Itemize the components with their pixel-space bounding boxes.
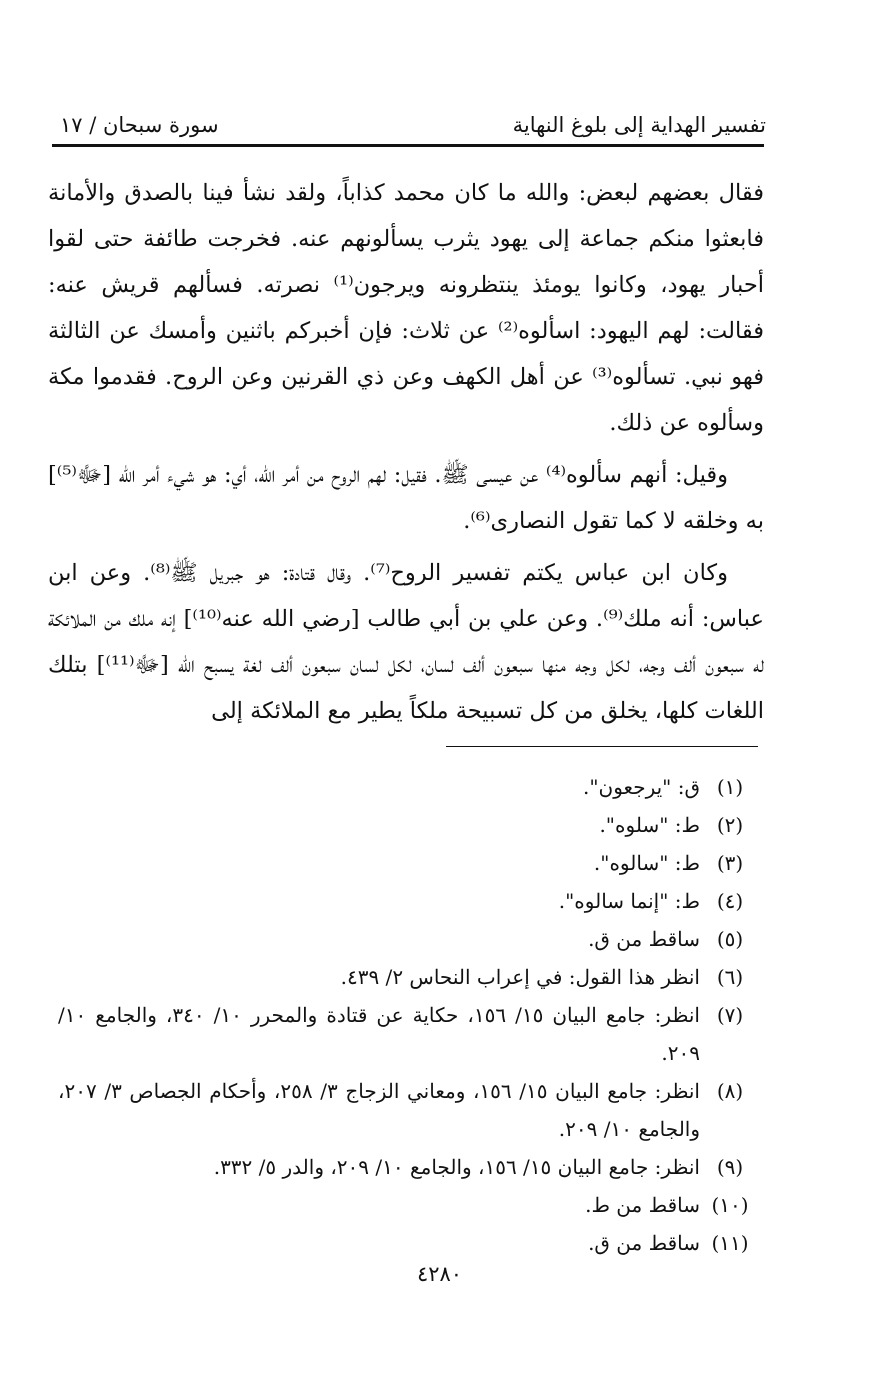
surah-page-label: سورة سبحان / ١٧ bbox=[60, 113, 219, 137]
footnote-9 bbox=[58, 1148, 760, 1186]
footnote-2 bbox=[58, 806, 760, 844]
footnote-number: (٧) bbox=[716, 1003, 744, 1027]
running-header bbox=[60, 96, 766, 136]
footnote-6 bbox=[58, 958, 760, 996]
footnote-rule bbox=[446, 746, 758, 747]
footnote-number: (٣) bbox=[716, 851, 744, 875]
footnote-number: (٥) bbox=[716, 927, 744, 951]
footnotes bbox=[58, 768, 760, 1262]
footnote-text: انظر: جامع البيان ١٥/ ١٥٦، ومعاني الزجاج ٣/ ٢٥٨، وأحكام الجصاص ٣/ ٢٠٧، والجامع ١٠/ ٢٠٩. bbox=[58, 1079, 700, 1141]
footnote-5 bbox=[58, 920, 760, 958]
footnote-text: ط: "سالوه". bbox=[593, 851, 700, 875]
header-rule bbox=[52, 144, 764, 147]
footnote-4 bbox=[58, 882, 760, 920]
footnote-11 bbox=[58, 1224, 760, 1262]
footnote-number: (٢) bbox=[716, 813, 744, 837]
paragraph-2: وقيل: أنهم سألوه⁽⁴⁾ عن عيسى ﷺ. فقيل: لهم الروح من أمر الله، أي: هو شيء أمر الله [ﷻ⁽⁵⁾] به وخلقه لا كما تقول النصارى⁽⁶⁾. bbox=[48, 462, 764, 534]
footnote-number: (٩) bbox=[716, 1155, 744, 1179]
paragraph-3: وكان ابن عباس يكتم تفسير الروح⁽⁷⁾. وقال قتادة: هو جبريل ﷺ⁽⁸⁾. وعن ابن عباس: أنه ملك⁽⁹⁾. وعن علي بن أبي طالب [رضي الله عنه⁽¹⁰⁾] إنه ملك من الملائكة له سبعون ألف وجه، لكل وجه منها سبعون ألف لسان، لكل لسان سبعون ألف لغة يسبح الله [ﷻ⁽¹¹⁾] بتلك اللغات كلها، يخلق من كل تسبيحة ملكاً يطير مع الملائكة إلى bbox=[48, 560, 764, 724]
footnote-number: (١٠) bbox=[711, 1193, 749, 1217]
footnote-10 bbox=[58, 1186, 760, 1224]
page-number: ٤٢٨٠ bbox=[416, 1262, 463, 1286]
paragraph-1: فقال بعضهم لبعض: والله ما كان محمد كذاباً، ولقد نشأ فينا بالصدق والأمانة فابعثوا منكم جماعة إلى يهود يثرب يسألونهم عنه. فخرجت طائفة حتى لقوا أحبار يهود، وكانوا يومئذ ينتظرونه ويرجون⁽¹⁾ نصرته. فسألهم قريش عنه: فقالت: لهم اليهود: اسألوه⁽²⁾ عن ثلاث: فإن أخبركم باثنين وأمسك عن الثالثة فهو نبي. تسألوه⁽³⁾ عن أهل الكهف وعن ذي القرنين وعن الروح. فقدموا مكة وسألوه عن ذلك. bbox=[48, 180, 764, 436]
footnote-number: (١١) bbox=[711, 1231, 749, 1255]
footnote-text: انظر: جامع البيان ١٥/ ١٥٦، والجامع ١٠/ ٢٠٩، والدر ٥/ ٣٣٢. bbox=[213, 1155, 700, 1179]
book-title: تفسير الهداية إلى بلوغ النهاية bbox=[512, 113, 766, 137]
footnote-number: (٦) bbox=[716, 965, 744, 989]
footnote-text: ق: "يرجعون". bbox=[582, 775, 700, 799]
footnote-text: انظر: جامع البيان ١٥/ ١٥٦، حكاية عن قتادة والمحرر ١٠/ ٣٤٠، والجامع ١٠/ ٢٠٩. bbox=[58, 1003, 700, 1065]
footnote-7 bbox=[58, 996, 760, 1072]
footnote-text: ساقط من ق. bbox=[588, 927, 700, 951]
footnote-text: ط: "إنما سالوه". bbox=[558, 889, 700, 913]
footnote-number: (٤) bbox=[716, 889, 744, 913]
main-text bbox=[48, 170, 764, 740]
footnote-1 bbox=[58, 768, 760, 806]
footnote-number: (٨) bbox=[716, 1079, 744, 1103]
footnote-text: ساقط من ق. bbox=[588, 1231, 700, 1255]
footnote-text: انظر هذا القول: في إعراب النحاس ٢/ ٤٣٩. bbox=[340, 965, 700, 989]
footnote-text: ساقط من ط. bbox=[585, 1193, 700, 1217]
footnote-number: (١) bbox=[716, 775, 744, 799]
footnote-3 bbox=[58, 844, 760, 882]
footnote-text: ط: "سلوه". bbox=[599, 813, 700, 837]
footnote-8 bbox=[58, 1072, 760, 1148]
